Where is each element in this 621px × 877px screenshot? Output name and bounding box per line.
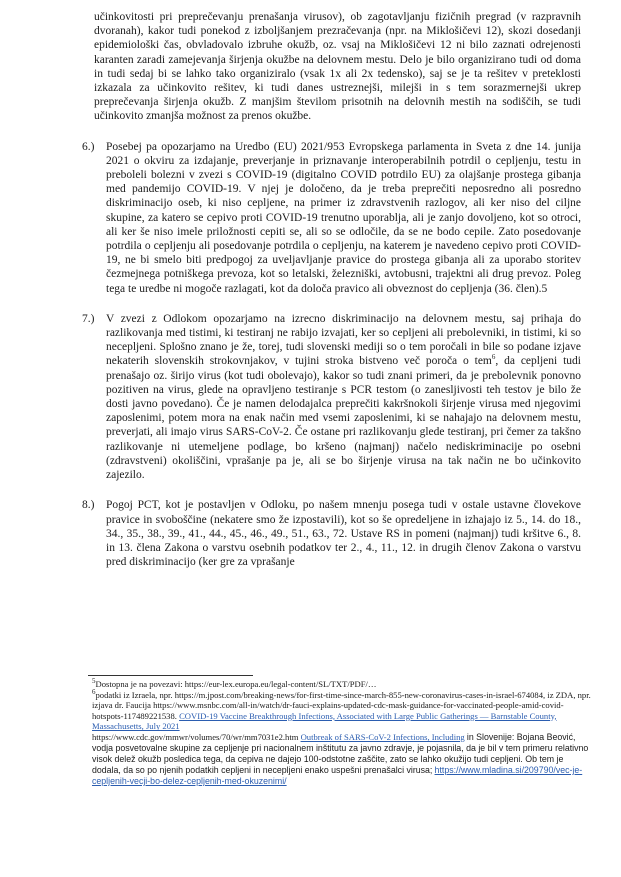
item-text: Posebej pa opozarjamo na Uredbo (EU) 2021/953 Evropskega parlamenta in Sveta z dne 14. junija 2021 o okviru za izdajanje, preverjanje in priznavanje interoperabilnih potrdil o cepljenju, testu in preboleli bolezni v zvezi s COVID-19 (digitalno COVID potrdilo EU) za olajšanje prostega gibanja med pandemijo COVID-19. V njej je določeno, da je treba preprečiti neposredno ali posredno diskriminacijo oseb, ki niso cepljene, na primer iz zdravstvenih razlogov, ali ker niso del ciljne skupine, za katero se cepivo proti COVID-19 trenutno uporablja, ali je zanjo dovoljeno, kot so otroci, ali ker še niso imele priložnosti cepiti se, ali so se odločile, da se ne bodo cepile. Zato posedovanje potrdila o cepljenju ali posedovanje potrdila o cepljenju, na katerem je navedeno cepivo proti COVID-19, ne bi smelo biti predpogoj za uveljavljanje pravice do prostega gibanja ali za uporabo storitev čezmejnega potniškega prevoza, kot so letalski, železniški, avtobusni, trajektni ali drug prevoz. Poleg tega te uredbe ni mogoče razlagati, kot da določa pravico ali obveznost do cepljenja (36. člen).5 <box>106 140 581 295</box>
footnote-text: podatki iz Izraela, npr. https://m.jpost.com/breaking-news/for-first-time-since-march-855-new-coronavirus-cases-in-israel-674084, iz ZDA, npr. izjava dr. Faucija https://www.msnbc.com/all-in/watch/dr-fauci-explains-updated-cdc-mask-guidance-for-vaccinated-people-amid-covid-hotspots-117489221538. <box>92 689 591 721</box>
footnote-link[interactable]: https://www.mladina.si/209790/vec-je-cepljenih-vecji-bo-delez-cepljenih-med-okuzenimi/ <box>92 764 583 786</box>
footnotes <box>92 679 592 787</box>
footnote-6 <box>92 687 592 787</box>
footnote-ref-6[interactable]: 6 <box>491 353 496 362</box>
footnote-link[interactable]: Outbreak of SARS-CoV-2 Infections, Including <box>300 731 465 742</box>
item-text-part-2: , da cepljeni tudi prenašajo oz. širijo virus (kot tudi obolevajo), kakor so tudi znani primeri, da je prebolevnik ponovno pozitiven na virus, glede na opravljeno testiranje s PCR testom (o zanesljivosti teh testov je bilo že dosti javno povedano). Če je namen delodajalca preprečiti kakršnokoli širjenje virusa med njegovimi zaposlenimi, potem mora na enak način med vsemi zaposlenimi, ki se nahajajo na delovnem mestu, preverjati, ali imajo virus SARS-CoV-2. Če ostane pri razlikovanju glede testiranj, pri čemer za takšno razlikovanje ni utemeljene podlage, bo kršeno (najmanj) načelo nediskriminacije po osebni (zdravstveni) okoliščini, vprašanje pa je, ali se bo širjenje virusa na tak način ne bo učinkovito zajezilo. <box>106 355 581 482</box>
footnote-divider <box>88 675 253 676</box>
list-item-8 <box>82 498 581 569</box>
item-text-part-1: V zvezi z Odlokom opozarjamo na izrecno diskriminacijo na delovnem mestu, saj prihaja do razlikovanja med tistimi, ki testiranj ne rabijo izvajati, ker so cepljeni ali prebolevniki, in tistimi, ki so necepljeni. Splošno znano je že, torej, tudi slovenski mediji so o tem poročali in bile so podane izjave nekaterih slovenskih strokovnjakov, v tujini stroka bistveno več poroča o tem <box>106 312 581 368</box>
list-item-7 <box>82 312 581 482</box>
item-text: Pogoj PCT, kot je postavljen v Odloku, po našem mnenju posega tudi v ostale ustavne človekove pravice in svoboščine (nekatere smo že izpostavili), kot so še opredeljene in izhajajo iz 5., 14. do 18., 34., 35., 38., 39., 41., 44., 45., 46., 49., 51., 63., 72. Ustave RS in pomeni (najmanj) tudi kršitve 6., 8. in 13. člena Zakona o varstvu osebnih podatkov ter 2., 4., 11., 12. in drugih členov Zakona o varstvu pred diskriminacijo (ker gre za vprašanje <box>106 499 581 569</box>
footnote-text: in Slovenije: Bojana Beović, vodja posvetovalne skupine za cepljenje pri nacionalnem inštitutu za javno zdravje, je pojasnila, da je bil v tem primeru relativno visok delež okužb posledica tega, da cepiva ne dajejo 100-odstotne zaščite, zato se lahko okužijo tudi cepljeni. Ob tem je dodala, da so po njenih podatkih cepljeni in necepljeni enako uspešni prenašalci virusa; <box>92 731 589 775</box>
item-number: 7.) <box>82 312 95 325</box>
footnote-link[interactable]: COVID-19 Vaccine Breakthrough Infections, Associated with Large Public Gatherings — Barnstable County, Massachusetts, July 2021 <box>92 710 557 732</box>
footnote-text: Dostopna je na povezavi: https://eur-lex.europa.eu/legal-content/SL/TXT/PDF/… <box>95 679 377 689</box>
footnote-url[interactable]: https://www.cdc.gov/mmwr/volumes/70/wr/mm7031e2.htm <box>92 731 299 742</box>
item-number: 6.) <box>82 140 95 153</box>
footnote-number: 5 <box>92 677 96 686</box>
footnote-5 <box>92 679 592 690</box>
item-number: 8.) <box>82 499 95 512</box>
continuation-paragraph: učinkovitosti pri preprečevanju prenašanja virusov), ob zagotavljanju fizičnih pregrad (v razpravnih dvoranah), kakor tudi ponekod z izboljšanjem prezračevanja (npr. na Miklošičevi 12), skozi dosedanji epidemiološki čas, obvladovalo izbruhe okužb, oz. vsaj na Miklošičevi 12 ni bilo zaznati odrejenosti karanten zaradi zamejevanja širjenja okužbe na delovnem mestu. Delo je bilo organizirano tudi od doma in tudi sedaj bi se lahko tako organiziralo (vsak 1x ali 2x tedensko), saj se je ta rešitev v preteklosti izkazala za učinkovito rešitev, ki tudi danes ustreznejši, milejši in s tem sorazmernejši ukrep preprečevanja širjenja okužb. Z manjšim številom prisotnih na delovnih mestih na sodiščih, se tudi učinkovito zmanjša možnost za prenos okužbe. <box>94 11 581 123</box>
list-item-6 <box>82 140 581 296</box>
footnote-number: 6 <box>92 687 96 696</box>
